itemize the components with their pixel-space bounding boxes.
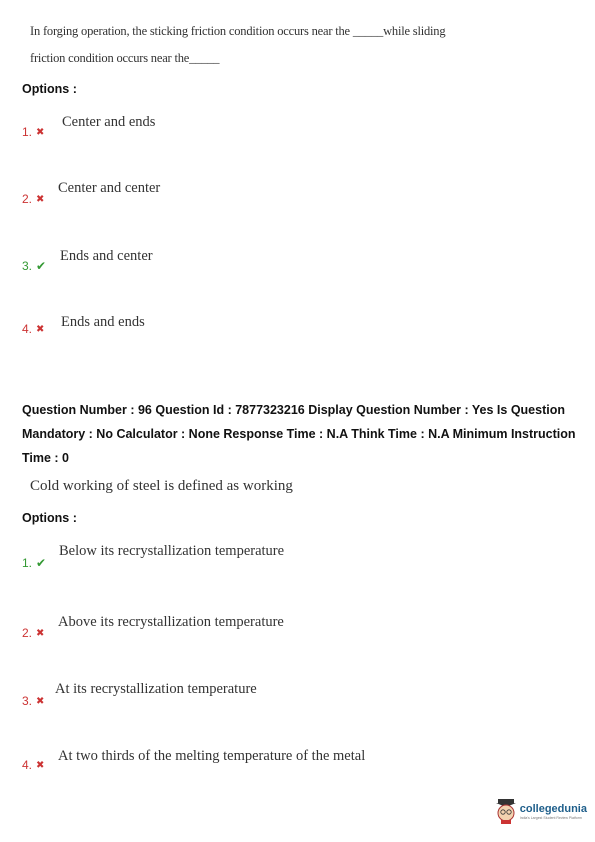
logo-name: collegedunia [519, 802, 587, 815]
cross-icon: ✖ [36, 127, 45, 138]
option-text: Center and ends [62, 114, 156, 130]
option-text: Center and center [58, 180, 161, 196]
question-metadata: Question Number : 96 Question Id : 7877323216 Display Question Number : Yes Is Question Mandatory : No Calculator : None Response Time : N.A Think Time : N.A Minimum Instruction Time : 0 [22, 403, 576, 465]
option-number: 4. ✖ [22, 758, 45, 772]
option-text: Above its recrystallization temperature [58, 614, 284, 630]
option-number: 3. ✖ [22, 694, 45, 708]
option-number: 1. ✖ [22, 125, 45, 139]
cross-icon: ✖ [36, 696, 45, 707]
cross-icon: ✖ [36, 628, 45, 639]
option-text: At its recrystallization temperature [55, 681, 257, 697]
option-text: Ends and center [60, 248, 153, 264]
cross-icon: ✖ [36, 194, 45, 205]
question-text: Cold working of steel is defined as working [30, 478, 293, 494]
cross-icon: ✖ [36, 760, 45, 771]
option-number: 3. ✔ [22, 259, 47, 273]
option-text: At two thirds of the melting temperature of the metal [58, 748, 366, 764]
option-number: 4. ✖ [22, 322, 45, 336]
cross-icon: ✖ [36, 324, 45, 335]
option-text: Below its recrystallization temperature [59, 543, 285, 559]
option-text: Ends and ends [61, 314, 145, 330]
mascot-icon [495, 798, 517, 824]
option-number: 2. ✖ [22, 192, 45, 206]
options-label: Options : [22, 511, 77, 525]
logo-tagline: India's Largest Student Review Platform [519, 815, 582, 820]
check-icon: ✔ [36, 259, 47, 273]
options-label: Options : [22, 82, 77, 96]
check-icon: ✔ [36, 556, 47, 570]
question-text-line-2: friction condition occurs near the_____ [30, 51, 220, 65]
question-text-line-1: In forging operation, the sticking friction condition occurs near the _____while sliding [30, 24, 446, 38]
collegedunia-logo [495, 798, 587, 824]
option-number: 2. ✖ [22, 626, 45, 640]
option-number: 1. ✔ [22, 556, 47, 570]
